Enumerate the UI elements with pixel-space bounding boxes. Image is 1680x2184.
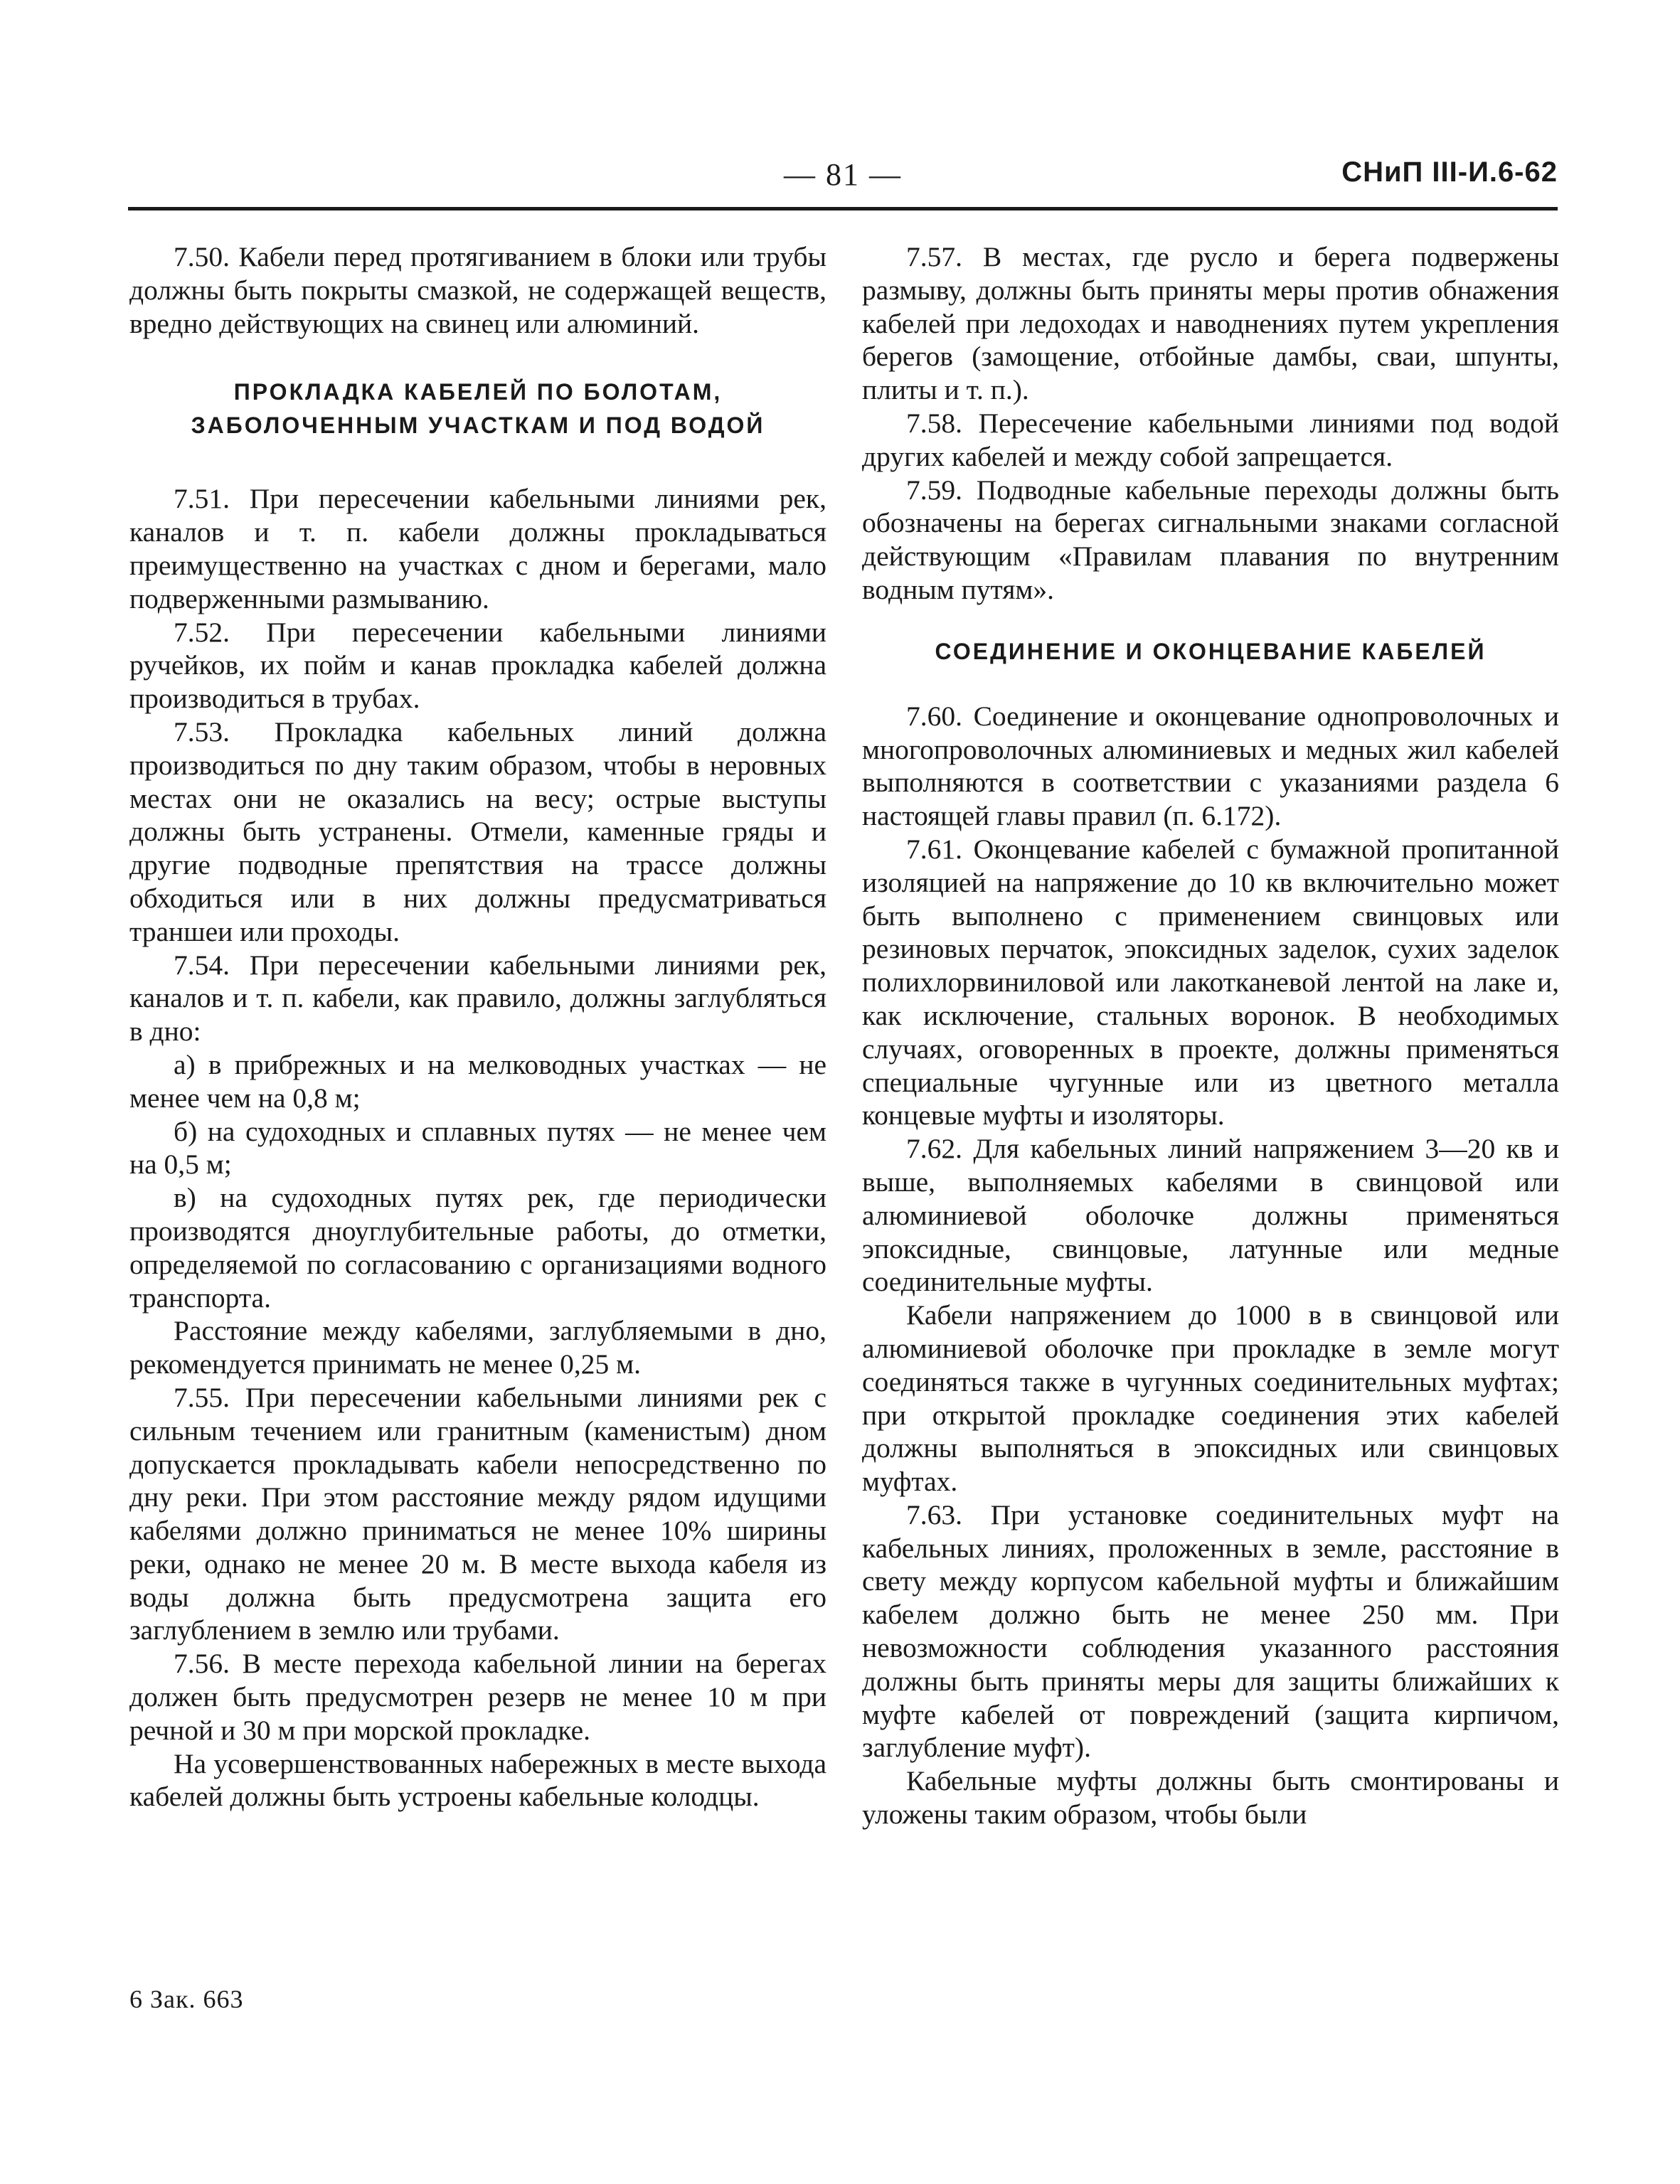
print-order-footnote: 6 Зак. 663 bbox=[129, 1985, 244, 2013]
paragraph-7-63: 7.63. При установке соединительных муфт на кабельных линиях, проложенных в земле, расстояние в свету между корпусом кабельной муфты и ближайшим кабелем должно быть не менее 250 мм. При невозможности соблюдения указанного расстояния должны быть приняты меры для защиты ближайших к муфте кабелей от повреждений (защита кирпичом, заглубление муфт). bbox=[862, 1498, 1559, 1764]
header-rule bbox=[128, 207, 1558, 211]
section-heading-swamps: ПРОКЛАДКА КАБЕЛЕЙ ПО БОЛОТАМ, ЗАБОЛОЧЕННЫМ УЧАСТКАМ И ПОД ВОДОЙ bbox=[191, 379, 765, 439]
paragraph-7-62-cables: Кабели напряжением до 1000 в в свинцовой или алюминиевой оболочке при прокладке в земле могут соединяться также в чугунных соединительных муфтах; при открытой прокладке соединения этих кабелей должны выполняться в эпоксидных или свинцовых муфтах. bbox=[862, 1299, 1559, 1498]
page-header bbox=[128, 151, 1558, 208]
paragraph-7-54-a: а) в прибрежных и на мелководных участках — не менее чем на 0,8 м; bbox=[129, 1048, 826, 1114]
section-heading-joining: СОЕДИНЕНИЕ И ОКОНЦЕВАНИЕ КАБЕЛЕЙ bbox=[935, 638, 1487, 664]
paragraph-7-62: 7.62. Для кабельных линий напряжением 3—20 кв и выше, выполняемых кабелями в свинцовой или алюминиевой оболочке должны применяться эпоксидные, свинцовые, латунные или медные соединительные муфты. bbox=[862, 1133, 1559, 1298]
paragraph-7-58: 7.58. Пересечение кабельными линиями под водой других кабелей и между собой запрещается. bbox=[862, 407, 1559, 472]
left-column bbox=[129, 240, 826, 1813]
paragraph-7-54-v: в) на судоходных путях рек, где периодически производятся дноуглубительные работы, до отметки, определяемой по согласованию с организациями водного транспорта. bbox=[129, 1182, 826, 1314]
paragraph-7-63-couplings: Кабельные муфты должны быть смонтированы и уложены таким образом, чтобы были bbox=[862, 1765, 1559, 1831]
paragraph-7-60: 7.60. Соединение и оконцевание однопроволочных и многопроволочных алюминиевых и медных жил кабелей выполняются в соответствии с указаниями раздела 6 настоящей главы правил (п. 6.172). bbox=[862, 700, 1559, 832]
paragraph-7-51: 7.51. При пересечении кабельными линиями рек, каналов и т. п. кабели должны прокладываться преимущественно на участках с дном и берегами, мало подверженными размыванию. bbox=[129, 483, 826, 614]
paragraph-7-54-b: б) на судоходных и сплавных путях — не менее чем на 0,5 м; bbox=[129, 1115, 826, 1181]
paragraph-7-56-embankments: На усовершенствованных набережных в месте выхода кабелей должны быть устроены кабельные колодцы. bbox=[129, 1747, 826, 1813]
paragraph-7-59: 7.59. Подводные кабельные переходы должны быть обозначены на берегах сигнальными знаками согласной действующим «Правилам плавания по внутренним водным путям». bbox=[862, 474, 1559, 605]
paragraph-7-56: 7.56. В месте перехода кабельной линии на берегах должен быть предусмотрен резерв не менее 10 м при речной и 30 м при морской прокладке. bbox=[129, 1648, 826, 1746]
paragraph-7-50: 7.50. Кабели перед протягиванием в блоки или трубы должны быть покрыты смазкой, не содержащей веществ, вредно действующих на свинец или алюминий. bbox=[129, 241, 826, 339]
paragraph-7-61: 7.61. Оконцевание кабелей с бумажной пропитанной изоляцией на напряжение до 10 кв включительно может быть выполнено с применением свинцовых или резиновых перчаток, эпоксидных заделок, сухих заделок полихлорвиниловой или лакотканевой лентой на лаке и, как исключение, стальных воронок. В необходимых случаях, оговоренных в проекте, должны применяться специальные чугунные или из цветного металла концевые муфты и изоляторы. bbox=[862, 833, 1559, 1131]
paragraph-7-53: 7.53. Прокладка кабельных линий должна производиться по дну таким образом, чтобы в неровных местах они не оказались на весу; острые выступы должны быть устранены. Отмели, каменные гряды и другие подводные препятствия на трассе должны обходиться или в них должны предусматриваться траншеи или проходы. bbox=[129, 715, 826, 947]
document-code: СНиП III-И.6-62 bbox=[1341, 156, 1558, 188]
paragraph-7-55: 7.55. При пересечении кабельными линиями рек с сильным течением или гранитным (каменистым) дном допускается прокладывать кабели непосредственно по дну реки. При этом расстояние между рядом идущими кабелями должно приниматься не менее 10% ширины реки, однако не менее 20 м. В месте выхода кабеля из воды должна быть предусмотрена защита его заглублением в землю или трубами. bbox=[129, 1381, 826, 1646]
paragraph-7-54-distance: Расстояние между кабелями, заглубляемыми в дно, рекомендуется принимать не менее 0,25 м. bbox=[129, 1315, 826, 1380]
paragraph-7-57: 7.57. В местах, где русло и берега подвержены размыву, должны быть приняты меры против обнажения кабелей при ледоходах и наводнениях путем укрепления берегов (замощение, отбойные дамбы, сваи, шпунты, плиты и т. п.). bbox=[862, 241, 1559, 406]
paragraph-7-52: 7.52. При пересечении кабельными линиями ручейков, их пойм и канав прокладка кабелей должна производиться в трубах. bbox=[129, 616, 826, 715]
right-column bbox=[862, 240, 1559, 1831]
page-number: — 81 — bbox=[784, 157, 902, 192]
paragraph-7-54: 7.54. При пересечении кабельными линиями рек, каналов и т. п. кабели, как правило, должны заглубляться в дно: bbox=[129, 949, 826, 1048]
